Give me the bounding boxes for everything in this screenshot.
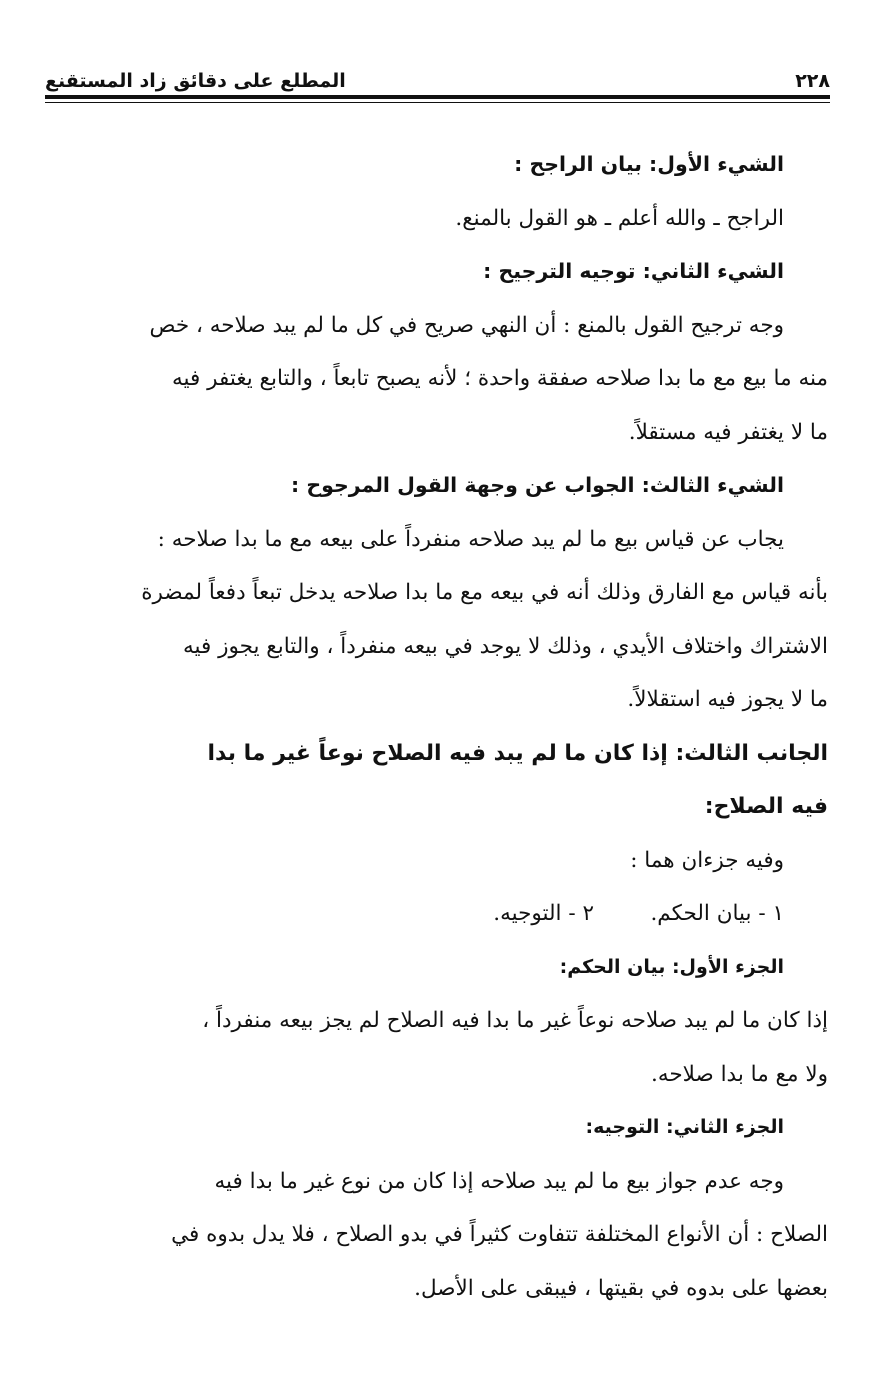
paragraph-line: إذا كان ما لم يبد صلاحه نوعاً غير ما بدا فيه الصلاح لم يجز بيعه منفرداً ، <box>202 1008 828 1033</box>
paragraph-line: منه ما بيع مع ما بدا صلاحه صفقة واحدة ؛ لأنه يصبح تابعاً ، والتابع يغتفر فيه <box>172 366 828 391</box>
paragraph-line: بعضها على بدوه في بقيتها ، فيبقى على الأصل. <box>414 1275 828 1301</box>
subheading-part-two: الجزء الثاني: التوجيه: <box>585 1116 784 1138</box>
paragraph-line: وجه ترجيح القول بالمنع : أن النهي صريح في كل ما لم يبد صلاحه ، خص <box>149 312 784 338</box>
paragraph-line: بأنه قياس مع الفارق وذلك أنه في بيعه مع ما بدا صلاحه يدخل تبعاً دفعاً لمضرة <box>141 580 828 605</box>
header-rule-thick <box>45 95 830 99</box>
list-intro: وفيه جزءان هما : <box>630 847 784 873</box>
running-header <box>45 58 830 92</box>
page-body <box>48 138 828 1315</box>
paragraph-line: ما لا يجوز فيه استقلالاً. <box>627 687 828 712</box>
list-item-ruling: ١ - بيان الحكم. <box>650 901 784 926</box>
subheading-preferred: الشيء الأول: بيان الراجح : <box>514 152 784 176</box>
section-heading-continued: فيه الصلاح: <box>704 794 828 819</box>
paragraph-line: ما لا يغتفر فيه مستقلاً. <box>628 419 828 445</box>
parts-list <box>48 887 828 941</box>
section-heading: الجانب الثالث: إذا كان ما لم يبد فيه الصلاح نوعاً غير ما بدا <box>207 740 828 766</box>
paragraph-line: الاشتراك واختلاف الأيدي ، وذلك لا يوجد في بيعه منفرداً ، والتابع يجوز فيه <box>182 633 828 659</box>
paragraph-preferred: الراجح ـ والله أعلم ـ هو القول بالمنع. <box>455 205 784 231</box>
paragraph-line: ولا مع ما بدا صلاحه. <box>651 1061 828 1087</box>
subheading-reasoning: الشيء الثاني: توجيه الترجيح : <box>483 259 784 283</box>
list-item-reasoning: ٢ - التوجيه. <box>493 901 594 926</box>
paragraph-line: الصلاح : أن الأنواع المختلفة تتفاوت كثيراً في بدو الصلاح ، فلا يدل بدوه في <box>171 1222 828 1247</box>
paragraph-line: يجاب عن قياس بيع ما لم يبد صلاحه منفرداً على بيعه مع ما بدا صلاحه : <box>157 526 784 552</box>
paragraph-line: وجه عدم جواز بيع ما لم يبد صلاحه إذا كان من نوع غير ما بدا فيه <box>214 1168 784 1194</box>
subheading-response: الشيء الثالث: الجواب عن وجهة القول المرجوح : <box>290 473 784 497</box>
subheading-part-one: الجزء الأول: بيان الحكم: <box>559 955 784 978</box>
page-number: ٢٢٨ <box>795 70 830 92</box>
header-rule-thin <box>45 102 830 103</box>
book-title: المطلع على دقائق زاد المستقنع <box>45 70 346 92</box>
